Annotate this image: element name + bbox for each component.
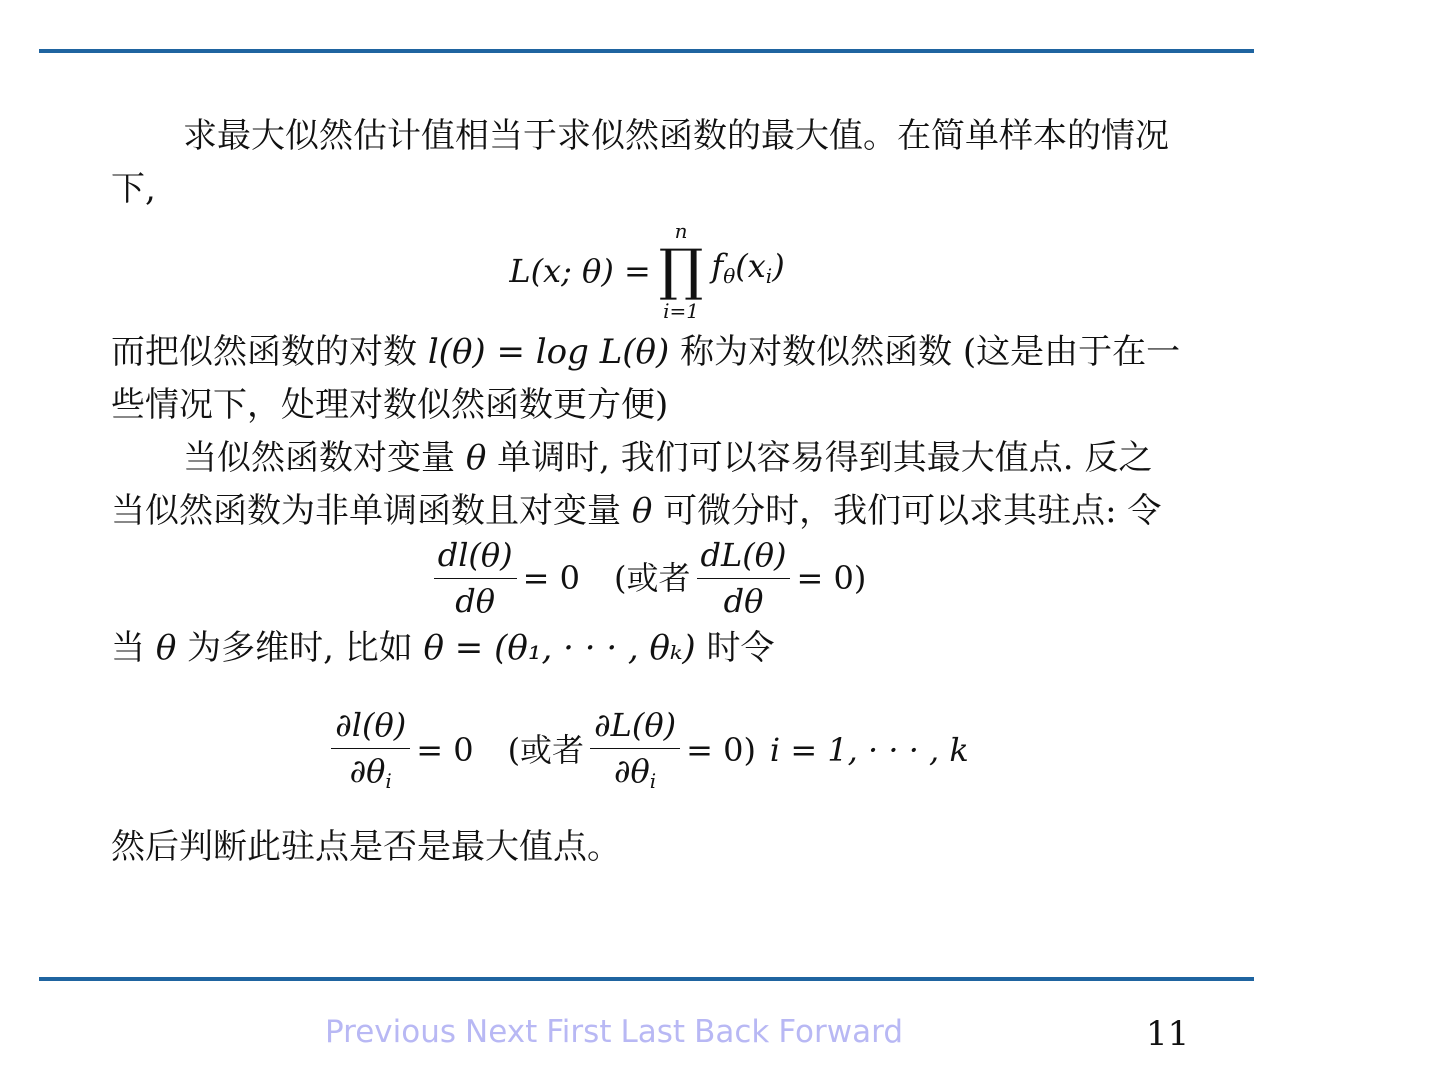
p5-text: 然后判断此驻点是否是最大值点。 (111, 827, 621, 867)
eq1-rhs-f: f (711, 246, 724, 285)
paragraph-conclusion (111, 821, 1183, 874)
product-upper-limit: n (674, 219, 688, 243)
equation-likelihood (111, 216, 1183, 326)
eq1-rhs-arg: (x (735, 246, 766, 285)
paragraph-stationary (111, 432, 1183, 538)
fraction-numerator: ∂L(θ) (590, 707, 680, 749)
p4-text-b: 为多维时, 比如 (176, 628, 424, 668)
eq1-rhs-close: ) (772, 246, 785, 285)
p3-text-b: 单调时, 我们可以容易得到其最大值点. 反之当似然函数为非单调函数且对变量 (111, 438, 1153, 531)
p4-text-a: 当 (111, 628, 156, 668)
equation-partial-derivative (111, 705, 1183, 795)
inline-math-log-likelihood: l(θ) = log L(θ) (427, 332, 670, 372)
eq3-index-range: i = 1, · · · , k (769, 730, 969, 769)
nav-back-link[interactable]: Back (694, 1014, 770, 1050)
navigation-bar (325, 1014, 912, 1050)
eq1-rhs-arg-sub: i (765, 263, 773, 288)
p4-text-c: 时令 (695, 628, 775, 668)
fraction-denominator-sub: i (385, 768, 392, 793)
inline-math-theta-3: θ (155, 628, 177, 668)
equation-derivative (111, 535, 1183, 620)
inline-math-theta-1: θ (465, 438, 487, 478)
eq1-lhs: L(x; θ) = (509, 251, 651, 290)
paragraph-intro-text: 求最大似然估计值相当于求似然函数的最大值。在简单样本的情况下, (111, 116, 1169, 209)
fraction-denominator: dθ (455, 581, 496, 620)
inline-math-theta-vector: θ = (θ₁, · · · , θₖ) (423, 628, 696, 668)
fraction-denominator-sub: i (649, 768, 657, 793)
paragraph-intro (111, 110, 1183, 216)
fraction-dl-dtheta (434, 537, 517, 620)
fraction-denominator-base: ∂θ (613, 751, 650, 790)
paragraph-log-likelihood (111, 326, 1183, 432)
product-lower-limit: i=1 (663, 299, 700, 323)
fraction-denominator (610, 749, 660, 793)
eq3-equals-zero: = 0 (416, 730, 474, 769)
fraction-partial-L (590, 707, 680, 793)
p2-text-b: 称为对数似然函数 (这是由于在一些情况下，处理对数似然函数更方便) (111, 332, 1181, 425)
fraction-denominator (346, 749, 396, 793)
eq2-equals-zero: = 0 (522, 558, 580, 597)
nav-forward-link[interactable]: Forward (778, 1014, 903, 1050)
fraction-numerator: dl(θ) (434, 537, 517, 579)
product-symbol: ∏ (658, 238, 704, 303)
bottom-rule (39, 977, 1254, 981)
eq1-rhs-sub: θ (723, 263, 736, 288)
nav-last-link[interactable]: Last (620, 1014, 686, 1050)
p2-text-a: 而把似然函数的对数 (111, 332, 428, 372)
paragraph-multidim (111, 622, 1183, 675)
fraction-denominator: dθ (723, 581, 764, 620)
slide-content (111, 110, 1183, 874)
top-rule (39, 49, 1254, 53)
page-number: 11 (1146, 1014, 1190, 1054)
eq3-alt-open: (或者 (507, 730, 585, 769)
eq2-alt-open: (或者 (614, 558, 691, 597)
inline-math-theta-2: θ (631, 491, 653, 531)
fraction-numerator: dL(θ) (697, 537, 791, 579)
eq2-alt-close: = 0) (796, 558, 867, 597)
fraction-dL-dtheta (697, 537, 791, 620)
p3-text-a: 当似然函数对变量 (183, 438, 466, 478)
eq3-alt-close: = 0) (686, 730, 756, 769)
fraction-numerator: ∂l(θ) (331, 707, 410, 749)
nav-first-link[interactable]: First (546, 1014, 612, 1050)
nav-previous-link[interactable]: Previous (325, 1014, 457, 1050)
fraction-partial-l (331, 707, 410, 793)
eq1-rhs (711, 240, 784, 303)
nav-next-link[interactable]: Next (465, 1014, 538, 1050)
product-operator (659, 221, 704, 321)
p3-text-c: 可微分时，我们可以求其驻点: 令 (652, 491, 1162, 531)
fraction-denominator-base: ∂θ (349, 751, 386, 790)
